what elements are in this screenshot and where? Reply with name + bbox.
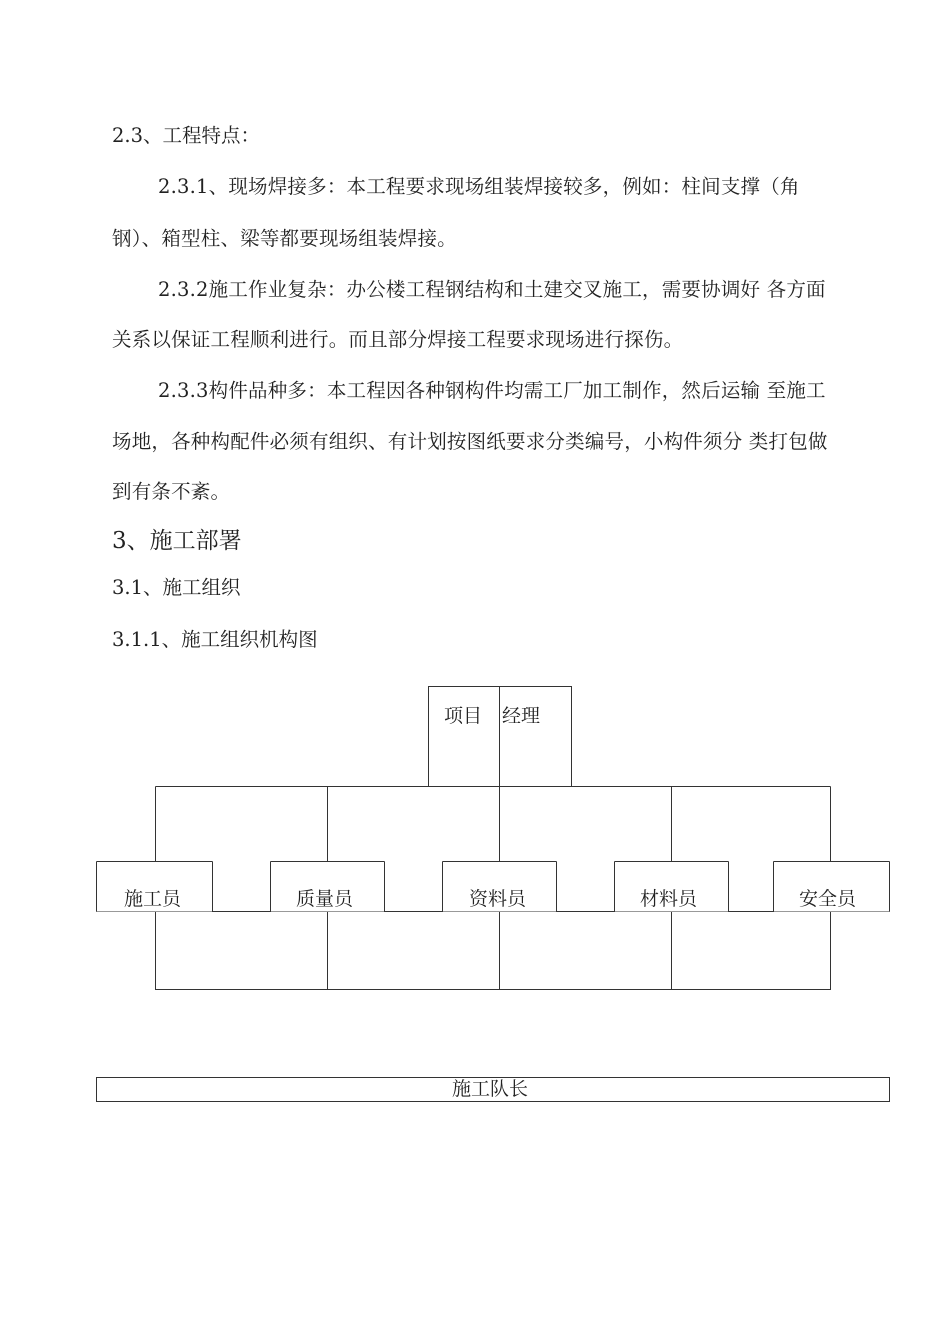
lower-grid bbox=[156, 912, 831, 990]
item-2-3-2-line-1: 2.3.2施工作业复杂：办公楼工程钢结构和土建交叉施工，需要协调好 各方面 bbox=[158, 278, 826, 301]
manager-label-left: 项目 bbox=[444, 705, 483, 727]
item-2-3-3-line-2: 场地，各种构配件必须有组织、有计划按图纸要求分类编号，小构件须分 类打包做 bbox=[112, 430, 828, 453]
team-leader-label: 施工队长 bbox=[452, 1078, 529, 1100]
section-3-1-heading: 3.1、施工组织 bbox=[112, 576, 241, 599]
item-2-3-1-line-1: 2.3.1、现场焊接多：本工程要求现场组装焊接较多，例如：柱间支撑（角 bbox=[158, 175, 800, 198]
section-3-1-1-heading: 3.1.1、施工组织机构图 bbox=[112, 628, 318, 651]
section-2-3-heading: 2.3、工程特点： bbox=[112, 124, 261, 147]
role-label-materials: 材料员 bbox=[640, 888, 698, 910]
item-2-3-2-line-2: 关系以保证工程顺利进行。而且部分焊接工程要求现场进行探伤。 bbox=[112, 328, 684, 351]
item-2-3-1-line-2: 钢）、箱型柱、梁等都要现场组装焊接。 bbox=[112, 227, 457, 250]
role-label-constructor: 施工员 bbox=[124, 888, 182, 910]
role-label-documents: 资料员 bbox=[469, 888, 527, 910]
role-label-safety: 安全员 bbox=[799, 888, 857, 910]
manager-label-right: 经理 bbox=[502, 705, 541, 727]
section-3-heading: 3、施工部署 bbox=[112, 528, 242, 554]
item-2-3-3-line-1: 2.3.3构件品种多：本工程因各种钢构件均需工厂加工制作，然后运输 至施工 bbox=[158, 379, 826, 402]
role-label-quality: 质量员 bbox=[296, 888, 354, 910]
item-2-3-3-line-3: 到有条不紊。 bbox=[112, 480, 231, 503]
